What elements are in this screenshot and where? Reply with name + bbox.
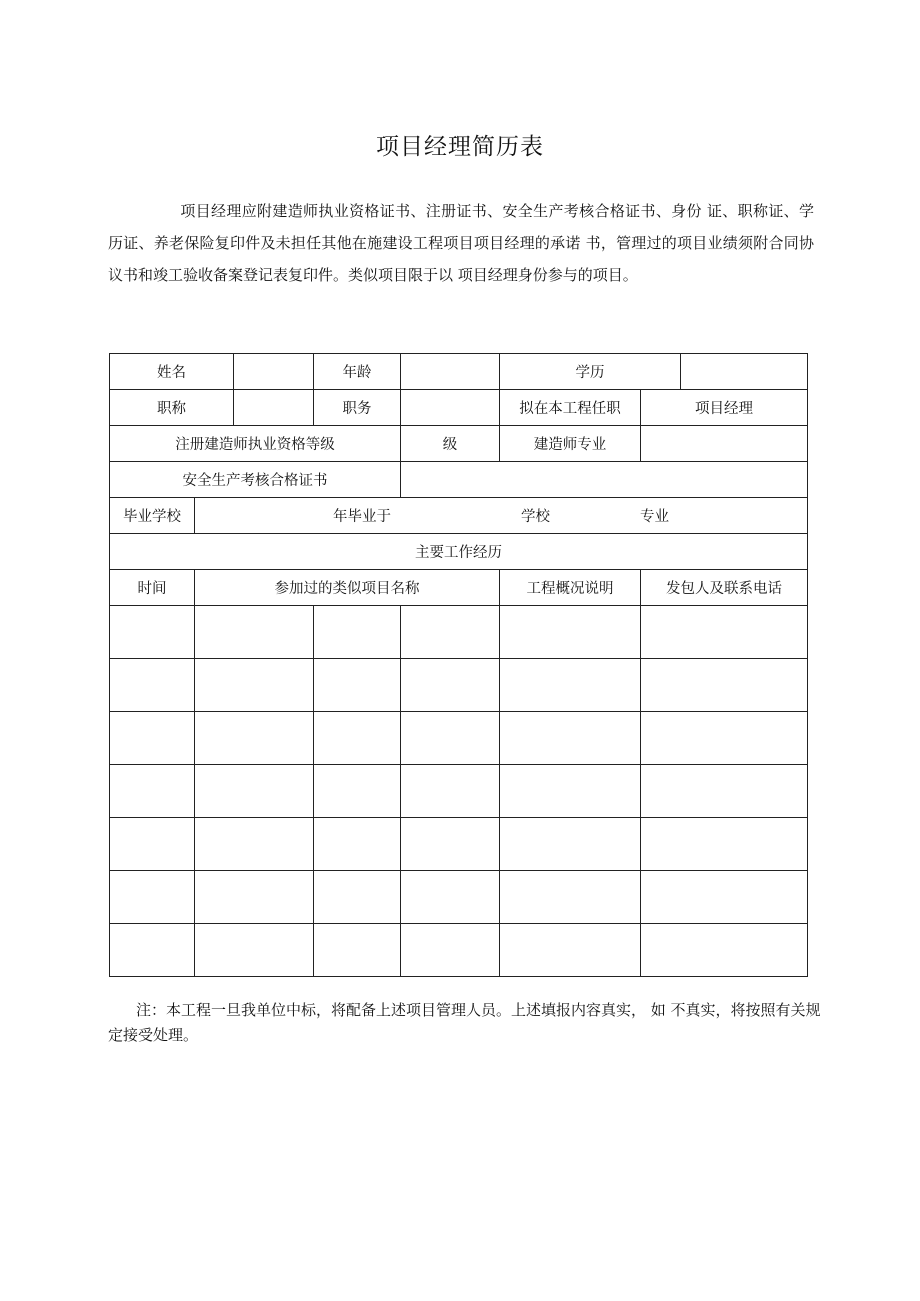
intro-text: 项目经理应附建造师执业资格证书、注册证书、安全生产考核合格证书、身份 证、职称证、学历证、养老保险复印件及未担任其他在施建设工程项目项目经理的承诺 书，管理过的项目业绩须附合同协议书和竣工验收备案登记表复印件。类似项目限于以 项目经理身份参与的项目。 <box>108 202 814 284</box>
table-row <box>110 924 808 977</box>
grade-suffix: 级 <box>442 437 458 453</box>
safety-cert-field[interactable] <box>401 462 808 498</box>
project-cell-c[interactable] <box>401 818 500 871</box>
safety-cert-label: 安全生产考核合格证书 <box>110 462 401 498</box>
proposed-role-value: 项目经理 <box>641 390 808 426</box>
safety-cert-row <box>110 462 808 498</box>
proposed-role-label: 拟在本工程任职 <box>500 390 641 426</box>
project-cell-b[interactable] <box>314 659 401 712</box>
client-contact-header: 发包人及联系电话 <box>641 570 808 606</box>
education-field[interactable] <box>681 354 808 390</box>
footnote-text: 注：本工程一旦我单位中标，将配备上述项目管理人员。上述填报内容真实， 如 不真实，将按照有关规定接受处理。 <box>108 1001 821 1044</box>
project-cell-a[interactable] <box>195 712 314 765</box>
title-field[interactable] <box>234 390 314 426</box>
client-contact-cell[interactable] <box>641 924 808 977</box>
project-cell-c[interactable] <box>401 606 500 659</box>
time-cell[interactable] <box>110 606 195 659</box>
name-field[interactable] <box>234 354 314 390</box>
time-cell[interactable] <box>110 818 195 871</box>
project-cell-c[interactable] <box>401 712 500 765</box>
work-history-header-row <box>110 570 808 606</box>
school-text: 学校 <box>521 509 550 525</box>
time-cell[interactable] <box>110 871 195 924</box>
cert-grade-field[interactable] <box>401 426 500 462</box>
table-row <box>110 606 808 659</box>
project-cell-b[interactable] <box>314 606 401 659</box>
graduated-in-text: 年毕业于 <box>333 509 391 525</box>
overview-cell[interactable] <box>500 871 641 924</box>
table-row <box>110 871 808 924</box>
time-cell[interactable] <box>110 712 195 765</box>
work-history-heading-row <box>110 534 808 570</box>
project-cell-c[interactable] <box>401 871 500 924</box>
table-row <box>110 659 808 712</box>
project-cell-a[interactable] <box>195 871 314 924</box>
resume-form-table <box>109 353 808 977</box>
client-contact-cell[interactable] <box>641 712 808 765</box>
overview-header: 工程概况说明 <box>500 570 641 606</box>
overview-cell[interactable] <box>500 924 641 977</box>
cert-grade-label: 注册建造师执业资格等级 <box>110 426 401 462</box>
table-row <box>110 765 808 818</box>
project-cell-b[interactable] <box>314 765 401 818</box>
title-row <box>110 390 808 426</box>
age-field[interactable] <box>401 354 500 390</box>
overview-cell[interactable] <box>500 606 641 659</box>
graduation-field[interactable] <box>195 498 808 534</box>
client-contact-cell[interactable] <box>641 818 808 871</box>
overview-cell[interactable] <box>500 818 641 871</box>
position-field[interactable] <box>401 390 500 426</box>
time-header: 时间 <box>110 570 195 606</box>
project-cell-b[interactable] <box>314 924 401 977</box>
time-cell[interactable] <box>110 765 195 818</box>
project-cell-a[interactable] <box>195 606 314 659</box>
client-contact-cell[interactable] <box>641 871 808 924</box>
project-cell-b[interactable] <box>314 871 401 924</box>
education-label: 学历 <box>500 354 681 390</box>
basic-info-row <box>110 354 808 390</box>
project-cell-a[interactable] <box>195 924 314 977</box>
client-contact-cell[interactable] <box>641 606 808 659</box>
time-cell[interactable] <box>110 924 195 977</box>
project-cell-a[interactable] <box>195 818 314 871</box>
table-row <box>110 818 808 871</box>
project-name-header: 参加过的类似项目名称 <box>195 570 500 606</box>
overview-cell[interactable] <box>500 712 641 765</box>
overview-cell[interactable] <box>500 765 641 818</box>
specialty-field[interactable] <box>641 426 808 462</box>
time-cell[interactable] <box>110 659 195 712</box>
position-label: 职务 <box>314 390 401 426</box>
page-title: 项目经理简历表 <box>376 134 544 160</box>
intro-paragraph <box>108 195 814 291</box>
table-row <box>110 712 808 765</box>
overview-cell[interactable] <box>500 659 641 712</box>
specialty-label: 建造师专业 <box>500 426 641 462</box>
graduation-row <box>110 498 808 534</box>
project-cell-c[interactable] <box>401 659 500 712</box>
project-cell-a[interactable] <box>195 765 314 818</box>
project-cell-b[interactable] <box>314 818 401 871</box>
client-contact-cell[interactable] <box>641 659 808 712</box>
footnote <box>108 998 824 1048</box>
project-cell-a[interactable] <box>195 659 314 712</box>
client-contact-cell[interactable] <box>641 765 808 818</box>
work-history-heading: 主要工作经历 <box>110 534 808 570</box>
project-cell-c[interactable] <box>401 765 500 818</box>
project-cell-b[interactable] <box>314 712 401 765</box>
age-label: 年龄 <box>314 354 401 390</box>
project-cell-c[interactable] <box>401 924 500 977</box>
major-text: 专业 <box>640 509 669 525</box>
title-label: 职称 <box>110 390 234 426</box>
name-label: 姓名 <box>110 354 234 390</box>
grad-school-label: 毕业学校 <box>110 498 195 534</box>
cert-grade-row <box>110 426 808 462</box>
